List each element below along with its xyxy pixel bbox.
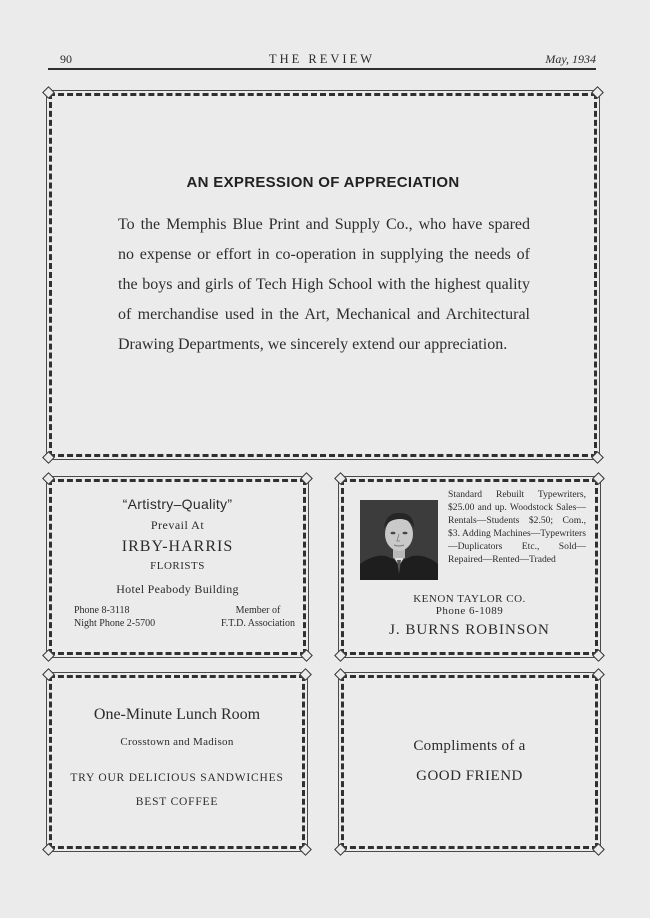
ad-member-line: Member of bbox=[235, 605, 281, 616]
ad-friend-line: GOOD FRIEND bbox=[416, 768, 523, 784]
ad-prevail-text: Prevail At bbox=[150, 518, 205, 532]
irby-harris-ad bbox=[46, 476, 309, 658]
header-rule bbox=[48, 68, 596, 70]
ad-company-name: KENON TAYLOR CO. bbox=[413, 593, 526, 605]
ad-business-kind: FLORISTS bbox=[150, 560, 205, 572]
ad-tagline: TRY OUR DELICIOUS SANDWICHES bbox=[70, 772, 284, 784]
ad-tagline-coffee: BEST COFFEE bbox=[135, 796, 219, 808]
ad-phone: Phone 8-3118 bbox=[74, 605, 130, 616]
ad-person-name: J. BURNS ROBINSON bbox=[389, 622, 550, 638]
ad-description: Standard Rebuilt Typewriters, $25.00 and up. Woodstock Sales—Rentals—Students $2.50; Com., $3. Adding Machines—Typewriters—Duplicators Etc., Sold—Repaired—Rented—Traded bbox=[448, 489, 586, 565]
page-header bbox=[48, 50, 596, 68]
ad-location: Crosstown and Madison bbox=[120, 736, 234, 748]
appreciation-body: To the Memphis Blue Print and Supply Co., who have spared no expense or effort in co-operation in supplying the needs of the boys and girls of Tech High School with the highest quality of merchandise used in the Art, Mechanical and Architectural Drawing Departments, we sincerely extend our appreciation. bbox=[118, 216, 530, 353]
ad-night-phone: Night Phone 2-5700 bbox=[74, 618, 156, 629]
ad-business-name: One-Minute Lunch Room bbox=[93, 706, 261, 723]
kenon-taylor-ad bbox=[338, 476, 601, 658]
ad-slogan: “Artistry–Quality” bbox=[122, 496, 233, 512]
ad-compliments-line: Compliments of a bbox=[413, 738, 526, 754]
ad-business-name: IRBY-HARRIS bbox=[121, 538, 234, 555]
ad-phones bbox=[74, 604, 155, 630]
appreciation-heading: AN EXPRESSION OF APPRECIATION bbox=[186, 174, 460, 191]
issue-date: May, 1934 bbox=[545, 52, 596, 66]
good-friend-ad bbox=[338, 672, 601, 852]
appreciation-box bbox=[46, 90, 600, 460]
ad-phone: Phone 6-1089 bbox=[435, 605, 504, 617]
lunch-room-ad bbox=[46, 672, 308, 852]
ad-location: Hotel Peabody Building bbox=[116, 582, 239, 596]
ad-member-association: F.T.D. Association bbox=[220, 618, 295, 629]
page-number: 90 bbox=[60, 52, 72, 66]
ad-membership bbox=[221, 604, 295, 630]
publication-title: THE REVIEW bbox=[268, 52, 376, 66]
portrait-photo bbox=[360, 500, 438, 580]
